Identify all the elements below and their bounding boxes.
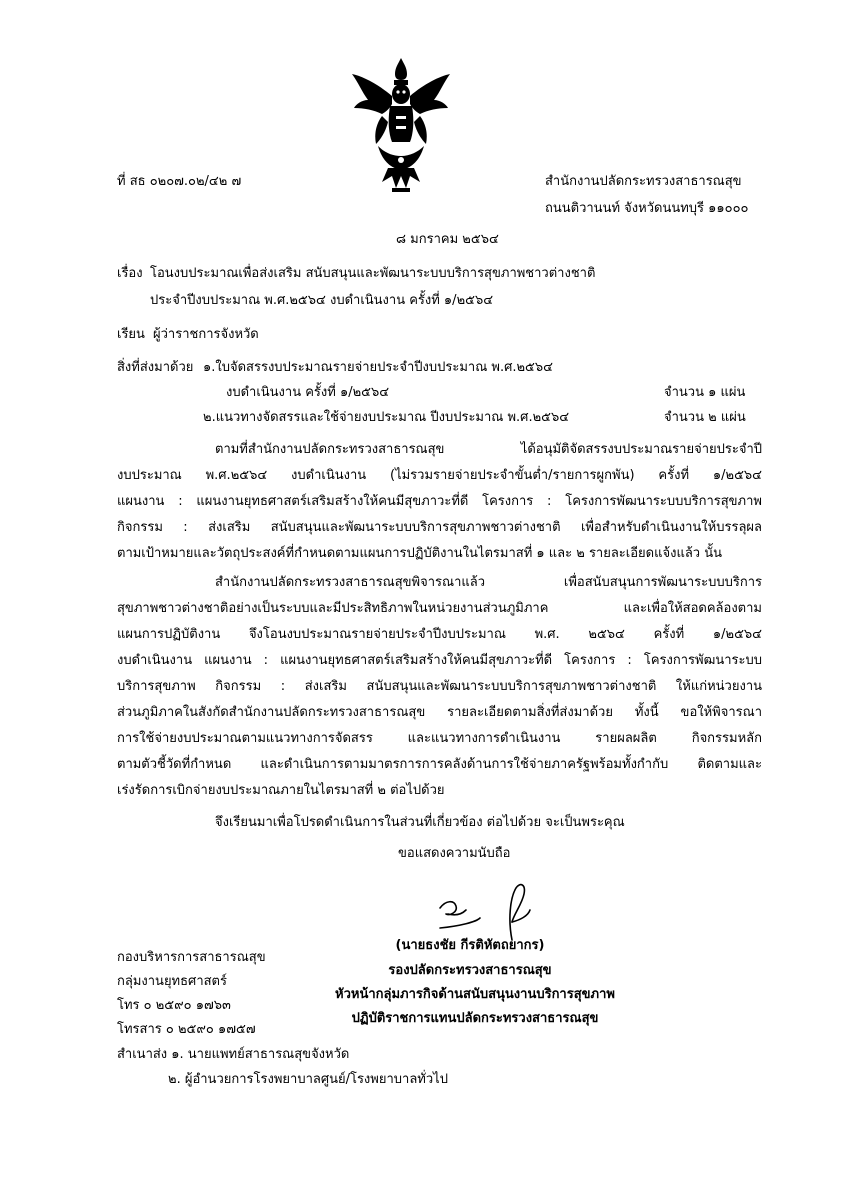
signatory-title: ปฏิบัติราชการแทนปลัดกระทรวงสาธารณสุข — [351, 1011, 599, 1026]
group-name: กลุ่มงานยุทธศาสตร์ — [117, 974, 227, 989]
paragraph-2-line: สุขภาพชาวต่างชาติอย่างเป็นระบบและมีประสิทธิภาพในหน่วยงานส่วนภูมิภาค และเพื่อให้สอดคล้องตาม — [117, 601, 762, 616]
enclosure-2-quantity: จำนวน ๒ แผ่น — [664, 410, 746, 425]
enclosures-label: สิ่งที่ส่งมาด้วย — [117, 360, 194, 375]
subject-line-1: โอนงบประมาณเพื่อส่งเสริม สนับสนุนและพัฒนาระบบบริการสุขภาพชาวต่างชาติ — [150, 266, 596, 281]
signatory-title: รองปลัดกระทรวงสาธารณสุข — [388, 963, 552, 978]
office-name: สำนักงานปลัดกระทรวงสาธารณสุข — [545, 174, 742, 189]
paragraph-3: จึงเรียนมาเพื่อโปรดดำเนินการในส่วนที่เกี่ยวข้อง ต่อไปด้วย จะเป็นพระคุณ — [215, 815, 625, 830]
enclosure-2: ๒.แนวทางจัดสรรและใช้จ่ายงบประมาณ ปีงบประมาณ พ.ศ.๒๕๖๔ — [203, 410, 570, 425]
paragraph-2-line: ตามตัวชี้วัดที่กำหนด และดำเนินการตามมาตรการการคลังด้านการใช้จ่ายภาครัฐพร้อมทั้งกำกับ ติดตามและ — [117, 757, 762, 772]
carbon-copy-line: ๒. ผู้อำนวยการโรงพยาบาลศูนย์/โรงพยาบาลทั่วไป — [168, 1072, 448, 1087]
paragraph-2-line: ส่วนภูมิภาคในสังกัดสำนักงานปลัดกระทรวงสาธารณสุข รายละเอียดตามสิ่งที่ส่งมาด้วย ทั้งนี้ ขอให้พิจารณา — [117, 705, 762, 720]
enclosure-1-line-2: งบดำเนินงาน ครั้งที่ ๑/๒๕๖๔ — [226, 385, 390, 400]
reference-number: ที่ สธ ๐๒๐๗.๐๒/๔๒ ๗ — [117, 174, 242, 189]
paragraph-2-line: สำนักงานปลัดกระทรวงสาธารณสุขพิจารณาแล้ว เพื่อสนับสนุนการพัฒนาระบบบริการ — [215, 575, 762, 590]
fax-number: โทรสาร ๐ ๒๕๙๐ ๑๗๕๗ — [117, 1022, 256, 1037]
paragraph-1-line: กิจกรรม : ส่งเสริม สนับสนุนและพัฒนาระบบบริการสุขภาพชาวต่างชาติ เพื่อสำหรับดำเนินงานให้บรรลุผล — [117, 520, 762, 535]
paragraph-1-line: แผนงาน : แผนงานยุทธศาสตร์เสริมสร้างให้คนมีสุขภาวะที่ดี โครงการ : โครงการพัฒนาระบบบริการสุขภาพ — [117, 494, 762, 509]
enclosure-1-quantity: จำนวน ๑ แผ่น — [664, 385, 746, 400]
document-date: ๘ มกราคม ๒๕๖๔ — [396, 232, 499, 247]
paragraph-1-line: ตามที่สำนักงานปลัดกระทรวงสาธารณสุข ได้อนุมัติจัดสรรงบประมาณรายจ่ายประจำปี — [215, 442, 762, 457]
paragraph-2-line: แผนการปฏิบัติงาน จึงโอนงบประมาณรายจ่ายประจำปีงบประมาณ พ.ศ. ๒๕๖๔ ครั้งที่ ๑/๒๕๖๔ — [117, 627, 762, 642]
paragraph-2-line: งบดำเนินงาน แผนงาน : แผนงานยุทธศาสตร์เสริมสร้างให้คนมีสุขภาวะที่ดี โครงการ : โครงการพัฒนาระบบ — [117, 653, 762, 668]
paragraph-2-line: บริการสุขภาพ กิจกรรม : ส่งเสริม สนับสนุนและพัฒนาระบบบริการสุขภาพชาวต่างชาติ ให้แก่หน่วยงาน — [117, 679, 762, 694]
paragraph-2-line: เร่งรัดการเบิกจ่ายงบประมาณภายในไตรมาสที่ ๒ ต่อไปด้วย — [117, 783, 445, 798]
recipient: ผู้ว่าราชการจังหวัด — [153, 327, 259, 342]
subject-line-2: ประจำปีงบประมาณ พ.ศ.๒๕๖๔ งบดำเนินงาน ครั้งที่ ๑/๒๕๖๔ — [150, 293, 494, 308]
enclosure-1-line-1: ๑.ใบจัดสรรงบประมาณรายจ่ายประจำปีงบประมาณ พ.ศ.๒๕๖๔ — [203, 360, 553, 375]
signatory-name: (นายธงชัย กีรติหัตถยากร) — [395, 938, 545, 953]
closing-salutation: ขอแสดงความนับถือ — [398, 846, 511, 861]
handwritten-signature — [420, 870, 560, 945]
carbon-copy-line: สำเนาส่ง ๑. นายแพทย์สาธารณสุขจังหวัด — [117, 1047, 350, 1062]
phone-number: โทร ๐ ๒๕๙๐ ๑๗๖๓ — [117, 998, 231, 1013]
paragraph-1-line: งบประมาณ พ.ศ.๒๕๖๔ งบดำเนินงาน (ไม่รวมรายจ่ายประจำขั้นต่ำ/รายการผูกพัน) ครั้งที่ ๑/๒๕๖๔ — [117, 468, 762, 483]
office-address: ถนนติวานนท์ จังหวัดนนทบุรี ๑๑๐๐๐ — [545, 201, 749, 216]
division-name: กองบริหารการสาธารณสุข — [117, 950, 266, 965]
paragraph-2-line: การใช้จ่ายงบประมาณตามแนวทางการจัดสรร และแนวทางการดำเนินงาน รายผลผลิต กิจกรรมหลัก — [117, 731, 762, 746]
garuda-emblem — [348, 56, 454, 196]
subject-label: เรื่อง — [117, 266, 143, 281]
paragraph-1-line: ตามเป้าหมายและวัตถุประสงค์ที่กำหนดตามแผนการปฏิบัติงานในไตรมาสที่ ๑ และ ๒ รายละเอียดแจ้งแล้ว นั้น — [117, 546, 722, 561]
signatory-title: หัวหน้ากลุ่มภารกิจด้านสนับสนุนงานบริการสุขภาพ — [335, 987, 615, 1002]
recipient-label: เรียน — [117, 327, 145, 342]
